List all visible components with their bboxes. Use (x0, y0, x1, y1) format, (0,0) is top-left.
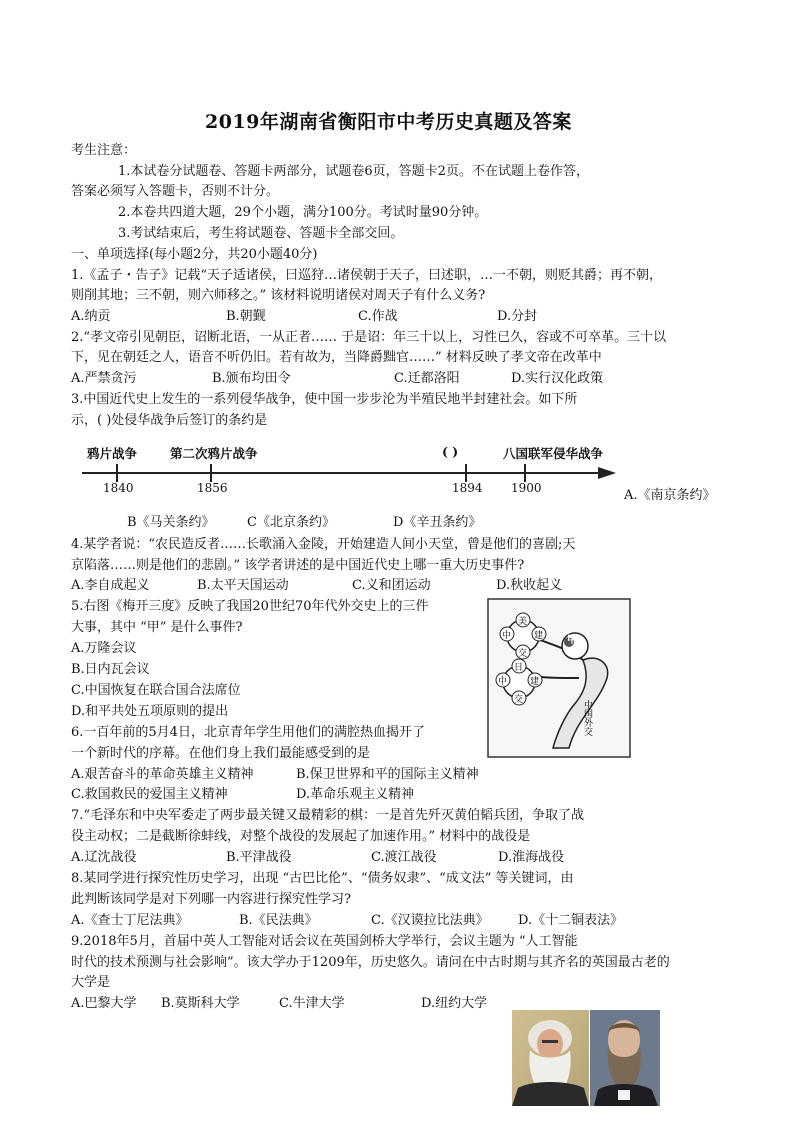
question-text: 8.某同学进行探究性历史学习，出现 “古巴比伦”、“债务奴隶”、“成文法” 等关键词，由 (71, 871, 574, 886)
option-c: C.作战 (358, 309, 398, 324)
timeline-label-opium-war: 鸦片战争 (87, 446, 138, 461)
fig-label: 日 (514, 663, 524, 673)
timeline-label-eight-nation: 八国联军侵华战争 (503, 446, 604, 461)
fig-label: 交 (514, 695, 524, 705)
option-b: B.颁布均田令 (212, 371, 291, 386)
portrait-left (512, 1010, 589, 1106)
question-text: 9.2018年5月，首届中英人工智能对话会议在英国剑桥大学举行，会议主题为 “人工智能 (71, 934, 578, 949)
question-text: 时代的技术预测与社会影响”。该大学办于1209年，历史悠久。请问在中古时期与其齐名的英国最古老的 (71, 955, 670, 970)
option-c: C.中国恢复在联合国合法席位 (71, 683, 241, 698)
option-a: A.巴黎大学 (71, 996, 137, 1011)
option-c: C.牛津大学 (279, 996, 345, 1011)
fig-label: 中 (498, 677, 508, 687)
option-a: A.纳贡 (71, 309, 111, 324)
question-text: 2.“孝文帝引见朝臣，诏断北语，一从正者…… 于是诏：年三十以上，习性已久，容或不可卒革。三十以 (71, 330, 667, 345)
fig-label: 建 (530, 677, 540, 687)
fig-label: 交 (518, 649, 528, 659)
option-b: B.平津战役 (226, 850, 292, 865)
fig-label: 美 (518, 617, 528, 627)
fig-label: 中 (502, 631, 512, 641)
notice-line: 2.本卷共四道大题，29个小题，满分100分。考试时量90分钟。 (118, 205, 488, 220)
option-b: B.《民法典》 (239, 913, 318, 928)
question-text: 役主动权；二是截断徐蚌线，对整个战役的发展起了加速作用。” 材料中的战役是 (71, 829, 531, 844)
option-d: D.淮海战役 (498, 850, 565, 865)
option-a: A.李自成起义 (71, 578, 150, 593)
option-d: D.实行汉化政策 (511, 371, 604, 386)
question-text: 大学是 (71, 975, 111, 990)
fig-label: 甲 (567, 635, 577, 646)
option-a: A.《查士丁尼法典》 (71, 913, 189, 928)
fig-label: 建 (534, 631, 544, 641)
option-a: A.辽沈战役 (71, 850, 137, 865)
fig-label-tree: 中国外交 (582, 700, 592, 736)
timeline-year: 1894 (452, 481, 483, 495)
option-b: B.日内瓦会议 (71, 662, 150, 677)
portrait-right (590, 1010, 660, 1106)
option-c: C.义和团运动 (352, 578, 431, 593)
timeline-label-blank: ( ) (442, 444, 459, 459)
option-d: D.《十二铜表法》 (518, 913, 624, 928)
question-text: 4.某学者说：“农民造反者……长歌涌入金陵，开始建造人间小天堂，曾是他们的喜剧;天 (71, 537, 576, 552)
question-text: 5.右图《梅开三度》反映了我国20世纪70年代外交史上的三件 (71, 599, 429, 614)
option-c: C.《汉谟拉比法典》 (371, 913, 489, 928)
question-text: 则削其地；三不朝，则六师移之。” 该材料说明诸侯对周天子有什么义务? (71, 288, 486, 303)
option-b: B《马关条约》 (127, 515, 215, 530)
timeline-year: 1840 (103, 481, 134, 495)
option-b: B.朝觐 (226, 309, 266, 324)
option-d: D.纽约大学 (421, 996, 488, 1011)
question-text: 1.《孟子・告子》记载“天子适诸侯，曰巡狩…诸侯朝于天子，曰述职，…一不朝，则贬其爵；再不朝， (71, 268, 663, 283)
option-d: D.秋收起义 (496, 578, 563, 593)
question-text: 7.“毛泽东和中央军委走了两步最关键又最精彩的棋：一是首先歼灭黄伯韬兵团，争取了战 (71, 808, 585, 823)
option-b: B.太平天国运动 (197, 578, 289, 593)
option-a: A.《南京条约》 (624, 488, 716, 503)
portraits-figure (512, 1010, 660, 1106)
option-b: B.保卫世界和平的国际主义精神 (296, 767, 479, 782)
question-text: 下，见在朝廷之人，语音不听仍旧。若有故为，当降爵黜官……” 材料反映了孝文帝在改革中 (71, 350, 602, 365)
option-d: D《辛丑条约》 (393, 515, 482, 530)
timeline-arrow-icon (598, 467, 616, 479)
question-text: 3.中国近代史上发生的一系列侵华战争，使中国一步步沦为半殖民地半封建社会。如下所 (71, 392, 578, 407)
option-c: C.渡江战役 (371, 850, 437, 865)
question-text: 示，( )处侵华战争后签订的条约是 (71, 413, 268, 428)
option-c: C.迁都洛阳 (394, 371, 460, 386)
page-title: 2019年湖南省衡阳市中考历史真题及答案 (205, 111, 572, 133)
timeline-year: 1900 (511, 481, 542, 495)
option-a: A.艰苦奋斗的革命英雄主义精神 (71, 767, 254, 782)
question-text: 6.一百年前的5月4日，北京青年学生用他们的满腔热血揭开了 (71, 725, 425, 740)
section-heading: 一、单项选择(每小题2分，共20小题40分) (71, 247, 318, 262)
question-text: 此判断该同学是对下列哪一内容进行探究性学习? (71, 892, 351, 907)
option-b: B.莫斯科大学 (161, 996, 240, 1011)
option-a: A.严禁贪污 (71, 371, 137, 386)
notice-header: 考生注意： (71, 143, 137, 158)
option-c: C《北京条约》 (247, 515, 335, 530)
notice-line: 答案必须写入答题卡，否则不计分。 (71, 184, 280, 199)
question-text: 大事，其中 “甲” 是什么事件? (71, 620, 243, 635)
question-text: 京陷落……则是他们的悲剧。” 该学者讲述的是中国近代史上哪一重大历史事件? (71, 558, 525, 573)
notice-line: 3.考试结束后，考生将试题卷、答题卡全部交回。 (118, 226, 404, 241)
option-a: A.万隆会议 (71, 641, 137, 656)
timeline-year: 1856 (197, 481, 228, 495)
question-text: 一个新时代的序幕。在他们身上我们最能感受到的是 (71, 746, 371, 761)
timeline-label-second-opium-war: 第二次鸦片战争 (170, 446, 258, 461)
option-d: D.分封 (497, 309, 538, 324)
option-c: C.救国救民的爱国主义精神 (71, 787, 228, 802)
option-d: D.和平共处五项原则的提出 (71, 704, 229, 719)
plum-blossom-figure (487, 598, 632, 760)
option-d: D.革命乐观主义精神 (296, 787, 415, 802)
notice-line: 1.本试卷分试题卷、答题卡两部分，试题卷6页，答题卡2页。不在试题上卷作答， (118, 164, 589, 179)
